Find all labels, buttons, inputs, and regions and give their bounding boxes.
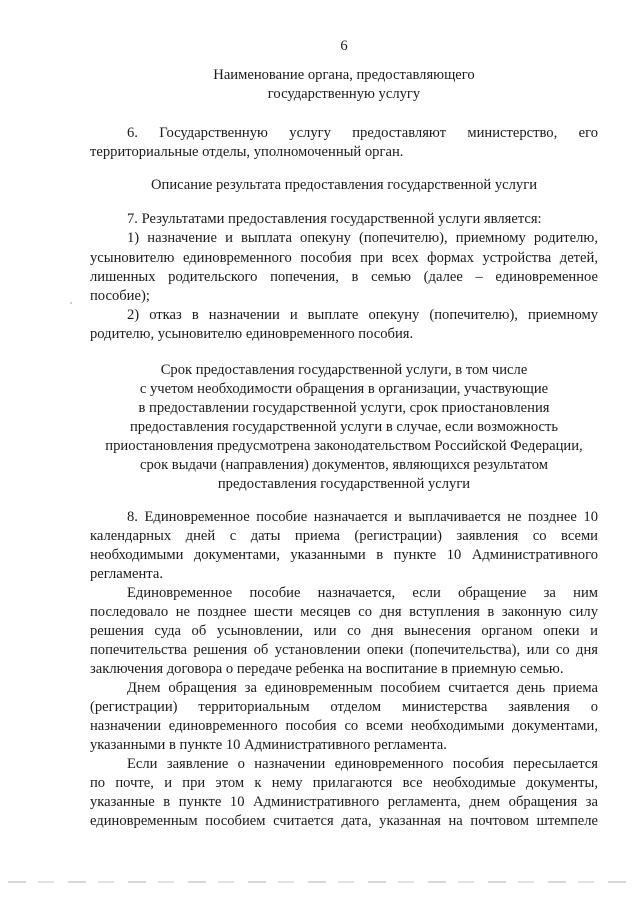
paragraph-7-line: 2) отказ в назначении и выплате опекуну (попечителю), приемному: [127, 307, 598, 323]
paragraph-10-line: назначении единовременного пособия со всеми необходимыми документами,: [90, 718, 598, 734]
paragraph-8-line: необходимыми документами, указанными в пункте 10 Административного: [90, 547, 598, 563]
paragraph-9-line: заключения договора о передаче ребенка на воспитание в приемную семью.: [90, 661, 564, 677]
scan-speck: [70, 302, 72, 304]
paragraph-11-line: единовременным пособием считается дата, указанная на почтовом штемпеле: [90, 813, 598, 829]
section-heading-term: с учетом необходимости обращения в организации, участвующие: [139, 381, 549, 397]
paragraph-10-line: Днем обращения за единовременным пособием считается день приема: [127, 680, 598, 696]
paragraph-11-line: указанные в пункте 10 Административного регламента, днем обращения за: [90, 794, 598, 810]
section-heading-term: приостановления предусмотрена законодательством Российской Федерации,: [105, 438, 583, 454]
paragraph-7-line: родителю, усыновителю единовременного пособия.: [90, 326, 414, 342]
paragraph-6-line: территориальные отделы, уполномоченный орган.: [90, 144, 404, 160]
paragraph-11-line: Если заявление о назначении единовременного пособия пересылается: [127, 756, 598, 772]
paragraph-7-line: пособие);: [90, 288, 150, 304]
section-heading-term: Срок предоставления государственной услуги, в том числе: [160, 362, 528, 378]
paragraph-7-line: 1) назначение и выплата опекуну (попечителю), приемному родителю,: [127, 230, 598, 246]
paragraph-6-line: 6. Государственную услугу предоставляют министерство, его: [127, 125, 598, 141]
section-heading-term: предоставления государственной услуги в случае, если возможность: [129, 419, 558, 435]
section-heading-term: предоставления государственной услуги: [217, 476, 471, 492]
section-heading-term: в предоставлении государственной услуги, срок приостановления: [138, 400, 550, 416]
scan-footer-noise: [8, 881, 632, 883]
paragraph-10-line: (регистрации) территориальным отделом министерства заявления о: [90, 699, 598, 715]
paragraph-9-line: решения суда об усыновлении, или со дня вынесения органом опеки и: [90, 623, 598, 639]
section-heading-term: срок выдачи (направления) документов, являющихся результатом: [140, 457, 548, 473]
paragraph-7-line: лишенных родительского попечения, в семью (далее – единовременное: [90, 269, 598, 285]
section-heading-result: Описание результата предоставления государственной услуги: [150, 177, 538, 193]
paragraph-10-line: указанными в пункте 10 Административного регламента.: [90, 737, 447, 753]
paragraph-11-line: по почте, и при этом к нему прилагаются все необходимые документы,: [90, 775, 598, 791]
section-heading-organ: Наименование органа, предоставляющего: [213, 67, 475, 83]
paragraph-9-line: последовало не позднее шести месяцев со дня вступления в законную силу: [90, 604, 598, 620]
paragraph-9-line: попечительства решения об установлении опеки (попечительства), или со дня: [90, 642, 598, 658]
paragraph-8-line: календарных дней с даты приема (регистрации) заявления со всеми: [90, 528, 598, 544]
section-heading-organ-line2: государственную услугу: [267, 86, 421, 102]
paragraph-7-line: 7. Результатами предоставления государственной услуги является:: [127, 211, 542, 227]
paragraph-8-line: регламента.: [90, 566, 163, 582]
page-number: 6: [340, 38, 348, 54]
paragraph-9-line: Единовременное пособие назначается, если обращение за ним: [127, 585, 598, 601]
paragraph-8-line: 8. Единовременное пособие назначается и выплачивается не позднее 10: [127, 509, 598, 525]
paragraph-7-line: усыновителю единовременного пособия при всех формах устройства детей,: [90, 250, 598, 266]
